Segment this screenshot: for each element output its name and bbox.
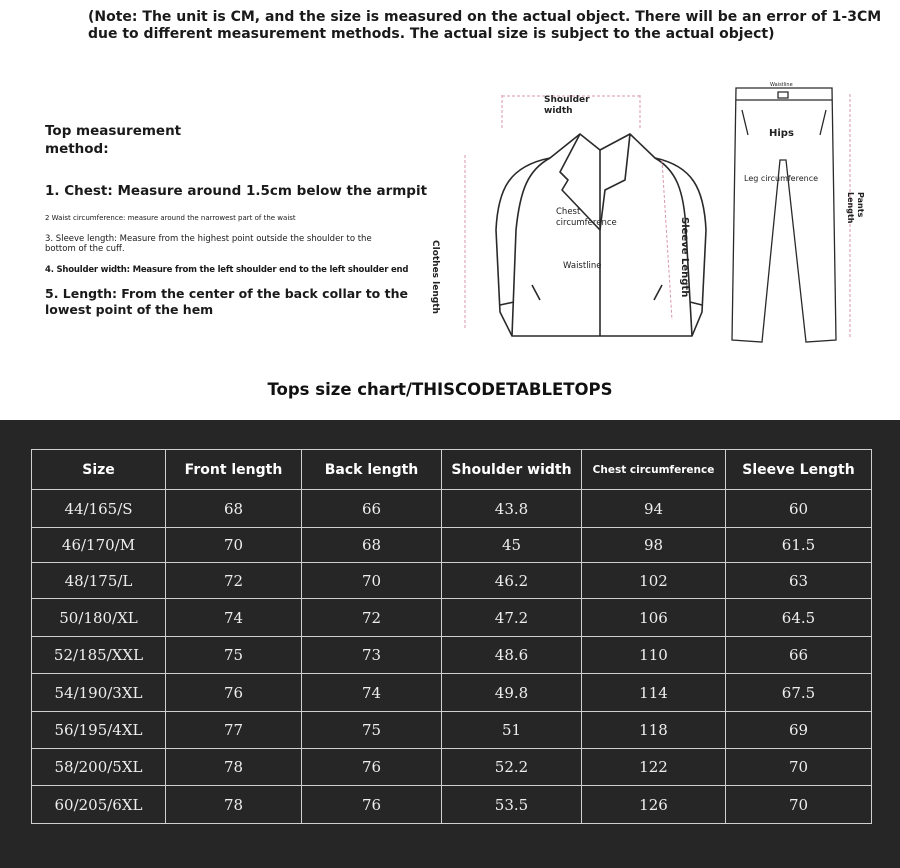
method-item-length: 5. Length: From the center of the back collar to the lowest point of the hem xyxy=(45,286,408,317)
size-table-body xyxy=(32,490,872,824)
table-cell: 58/200/5XL xyxy=(32,749,166,786)
table-cell: 76 xyxy=(166,674,302,712)
table-cell: 52.2 xyxy=(442,749,582,786)
table-cell: 75 xyxy=(166,637,302,674)
table-cell: 76 xyxy=(302,786,442,824)
table-cell: 54/190/3XL xyxy=(32,674,166,712)
table-cell: 110 xyxy=(582,637,726,674)
table-header-row xyxy=(32,450,872,490)
table-cell: 64.5 xyxy=(726,599,872,637)
table-cell: 106 xyxy=(582,599,726,637)
table-cell: 68 xyxy=(166,490,302,528)
label-waistline: Waistline xyxy=(563,261,602,271)
size-chart-title: Tops size chart/THISCODETABLETOPS xyxy=(267,380,613,399)
table-cell: 68 xyxy=(302,528,442,563)
table-cell: 49.8 xyxy=(442,674,582,712)
table-cell: 50/180/XL xyxy=(32,599,166,637)
table-cell: 60/205/6XL xyxy=(32,786,166,824)
col-header-shoulder-width: Shoulder width xyxy=(442,450,582,490)
method-heading: Top measurement method: xyxy=(45,123,182,157)
table-cell: 114 xyxy=(582,674,726,712)
col-header-front-length: Front length xyxy=(166,450,302,490)
col-header-chest-circumference: Chest circumference xyxy=(582,450,726,490)
jacket-icon xyxy=(496,134,706,336)
table-cell: 73 xyxy=(302,637,442,674)
table-cell: 74 xyxy=(302,674,442,712)
table-cell: 75 xyxy=(302,712,442,749)
label-pants-waistline: Waistline xyxy=(770,82,793,88)
method-item-chest: 1. Chest: Measure around 1.5cm below the armpit xyxy=(45,183,428,199)
table-cell: 47.2 xyxy=(442,599,582,637)
table-row xyxy=(32,786,872,824)
col-header-back-length: Back length xyxy=(302,450,442,490)
table-cell: 52/185/XXL xyxy=(32,637,166,674)
table-row xyxy=(32,637,872,674)
table-cell: 53.5 xyxy=(442,786,582,824)
table-cell: 69 xyxy=(726,712,872,749)
table-cell: 66 xyxy=(726,637,872,674)
table-cell: 118 xyxy=(582,712,726,749)
table-cell: 66 xyxy=(302,490,442,528)
measurement-diagram xyxy=(430,80,890,360)
label-leg-circumference: Leg circumference xyxy=(744,174,819,183)
table-cell: 78 xyxy=(166,786,302,824)
method-item-shoulder: 4. Shoulder width: Measure from the left shoulder end to the left shoulder end xyxy=(45,265,409,275)
table-cell: 51 xyxy=(442,712,582,749)
table-cell: 46/170/M xyxy=(32,528,166,563)
table-row xyxy=(32,563,872,599)
label-shoulder-width: Shoulder width xyxy=(544,95,590,116)
table-row xyxy=(32,674,872,712)
table-cell: 48/175/L xyxy=(32,563,166,599)
label-clothes-length: Clothes length xyxy=(430,240,440,314)
table-row xyxy=(32,528,872,563)
table-cell: 44/165/S xyxy=(32,490,166,528)
table-cell: 45 xyxy=(442,528,582,563)
col-header-sleeve-length: Sleeve Length xyxy=(726,450,872,490)
label-chest-circumference: Chest circumference xyxy=(556,207,617,228)
table-cell: 78 xyxy=(166,749,302,786)
table-cell: 46.2 xyxy=(442,563,582,599)
table-cell: 56/195/4XL xyxy=(32,712,166,749)
table-row xyxy=(32,712,872,749)
table-cell: 70 xyxy=(726,749,872,786)
pants-icon xyxy=(732,88,836,342)
table-cell: 102 xyxy=(582,563,726,599)
table-cell: 60 xyxy=(726,490,872,528)
table-cell: 122 xyxy=(582,749,726,786)
table-cell: 70 xyxy=(726,786,872,824)
table-row xyxy=(32,490,872,528)
table-cell: 63 xyxy=(726,563,872,599)
table-cell: 43.8 xyxy=(442,490,582,528)
table-row xyxy=(32,749,872,786)
table-row xyxy=(32,599,872,637)
method-item-waist: 2 Waist circumference: measure around the narrowest part of the waist xyxy=(45,214,296,222)
table-cell: 77 xyxy=(166,712,302,749)
table-cell: 72 xyxy=(166,563,302,599)
measurement-note: (Note: The unit is CM, and the size is measured on the actual object. There will be an error of 1-3CM due to different measurement methods. The actual size is subject to the actual object) xyxy=(88,9,882,42)
label-hips: Hips xyxy=(769,128,794,139)
label-sleeve-length: Sleeve Length xyxy=(679,217,690,298)
table-cell: 126 xyxy=(582,786,726,824)
method-item-sleeve: 3. Sleeve length: Measure from the highest point outside the shoulder to the bottom of the cuff. xyxy=(45,234,372,254)
garment-illustration xyxy=(440,80,890,360)
col-header-size: Size xyxy=(32,450,166,490)
table-cell: 74 xyxy=(166,599,302,637)
label-pants-length: Pants Length xyxy=(846,192,865,224)
size-table xyxy=(31,449,872,824)
table-cell: 72 xyxy=(302,599,442,637)
table-cell: 98 xyxy=(582,528,726,563)
table-cell: 48.6 xyxy=(442,637,582,674)
table-cell: 67.5 xyxy=(726,674,872,712)
table-cell: 70 xyxy=(302,563,442,599)
table-cell: 70 xyxy=(166,528,302,563)
table-cell: 61.5 xyxy=(726,528,872,563)
table-cell: 94 xyxy=(582,490,726,528)
table-cell: 76 xyxy=(302,749,442,786)
